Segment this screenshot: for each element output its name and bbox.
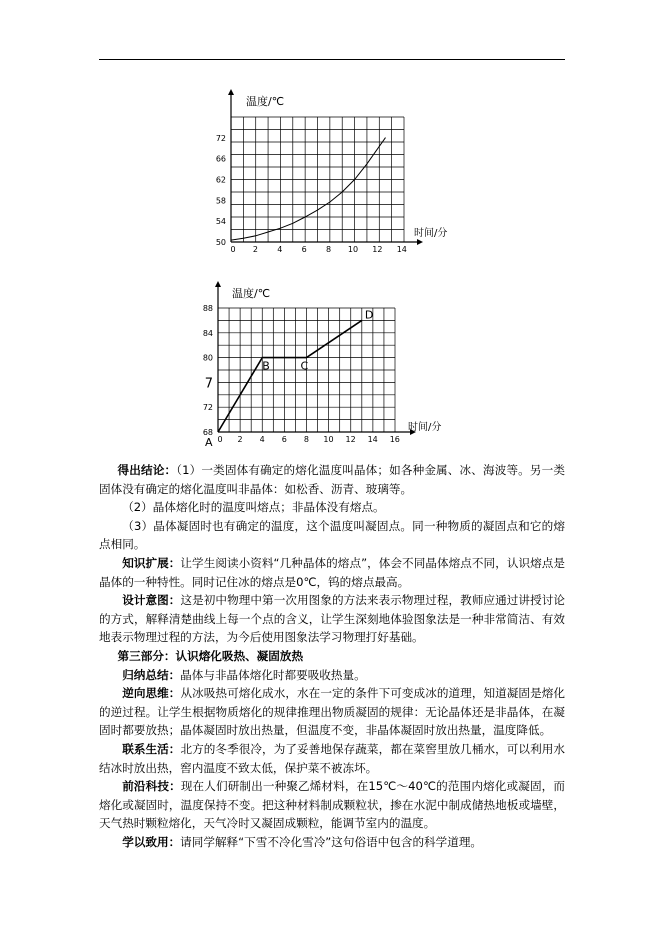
chart1-grid: [231, 117, 404, 242]
c2-x-tick-label: 10: [323, 435, 334, 444]
c2-point-label: D: [364, 308, 374, 322]
design-intent: 设计意图：这是初中物理中第一次用图象的方法来表示物理过程，教师应通过讲授讨论的方式，解释清楚曲线上每一个点的含义，让学生深刻地体验图象法是一种非常简洁、有效地表示物理过程的方法，为今后使用图象法学习物理打好基础。: [99, 593, 565, 645]
c1-y-tick-label: 62: [215, 175, 226, 185]
chart2-y-label: 温度/℃: [232, 287, 271, 300]
c2-x-tick-label: 0: [217, 435, 223, 444]
c2-y-tick-label: 72: [202, 403, 213, 413]
c2-x-tick-label: 2: [237, 435, 243, 444]
c2-y-tick-label: 7: [204, 376, 213, 392]
design-label: 设计意图：: [122, 593, 181, 608]
chart2-x-label: 时间/分: [408, 422, 442, 433]
chart2-curve: [218, 320, 362, 432]
chart2-y-arrow: [215, 281, 221, 287]
c1-x-tick-label: 0: [230, 245, 236, 254]
c2-y-tick-label: 88: [202, 304, 213, 313]
chart2-y-ticks: [203, 304, 213, 437]
c1-y-tick-label: 54: [215, 217, 226, 227]
life-label: 联系生活：: [122, 741, 181, 756]
conclusion-1: 得出结论：（1）一类固体有确定的熔化温度叫晶体；如各种金属、冰、海波等。另一类固体没有确定的熔化温度叫非晶体：如松香、沥青、玻璃等。: [99, 463, 565, 496]
life-connection: 联系生活：北方的冬季很冷，为了妥善地保存蔬菜，都在菜窖里放几桶水，可以利用水结冰时放出热，窖内温度不致太低，保护菜不被冻坏。: [99, 741, 565, 775]
c1-x-tick-label: 14: [396, 245, 407, 254]
c1-x-tick-label: 4: [277, 245, 283, 254]
reverse-thinking: 逆向思维：从冰吸热可熔化成水，水在一定的条件下可变成冰的道理，知道凝固是熔化的逆过程。让学生根据物质熔化的规律推理出物质凝固的规律：无论晶体还是非晶体，在凝固时都要放热；晶体凝固时放出热量，但温度不变，非晶体凝固时放出热量，温度降低。: [99, 686, 565, 738]
c1-x-tick-label: 10: [347, 245, 359, 254]
part-three-heading: 第三部分：认识熔化吸热、凝固放热: [117, 648, 304, 663]
c1-x-tick-label: 12: [372, 245, 383, 254]
extension-label: 知识扩展：: [122, 555, 181, 570]
c2-point-label: C: [300, 359, 309, 373]
c2-point-label: A: [205, 436, 213, 449]
reverse-label: 逆向思维：: [122, 686, 181, 701]
c1-x-tick-label: 8: [326, 245, 332, 254]
c1-y-tick-label: 58: [215, 196, 226, 206]
c1-y-tick-label: 66: [215, 154, 226, 164]
conclusion-2: （2）晶体熔化时的温度叫熔点；非晶体没有熔点。: [122, 500, 385, 515]
c1-x-tick-label: 2: [252, 245, 258, 254]
chart1-y-arrow: [228, 89, 234, 95]
chart1-y-label: 温度/℃: [246, 95, 285, 108]
chart1-y-ticks: [216, 134, 226, 247]
chart1-curve: [231, 138, 386, 241]
chart1-x-ticks: [230, 245, 406, 254]
c2-y-tick-label: 84: [202, 328, 213, 338]
chart-amorphous: [216, 89, 448, 254]
chart-crystal: [203, 281, 442, 449]
c2-x-tick-label: 4: [259, 435, 265, 444]
summary-label: 归纳总结：: [122, 667, 181, 682]
apply-knowledge: 学以致用：请同学解释“下雪不冷化雪冷”这句俗语中包含的科学道理。: [122, 834, 483, 849]
summary: 归纳总结：晶体与非晶体熔化时都要吸收热量。: [122, 667, 366, 682]
c2-y-tick-label: 68: [202, 428, 213, 437]
c2-x-tick-label: 12: [345, 435, 356, 444]
apply-label: 学以致用：: [122, 834, 181, 849]
c1-x-tick-label: 6: [301, 245, 307, 254]
melting-charts: [0, 0, 661, 460]
frontier-tech: 前沿科技：现在人们研制出一种聚乙烯材料，在15℃～40℃的范围内熔化或凝固，而熔化或凝固时，温度保持不变。把这种材料制成颗粒状，掺在水泥中制成储热地板或墙壁，天气热时颗粒熔化，天气冷时又凝固成颗粒，能调节室内的温度。: [99, 779, 565, 831]
c2-x-tick-label: 8: [303, 435, 309, 444]
conclusion-label: 得出结论：: [117, 463, 177, 477]
c2-x-tick-label: 14: [367, 435, 378, 444]
chart1-x-arrow: [417, 239, 423, 245]
c2-x-tick-label: 16: [389, 435, 400, 444]
c1-y-tick-label: 72: [215, 133, 226, 143]
knowledge-extension: 知识扩展：让学生阅读小资料“几种晶体的熔点”，体会不同晶体熔点不同，认识熔点是晶体的一种特性。同时记住冰的熔点是0℃，钨的熔点最高。: [99, 555, 565, 589]
conclusion-3: （3）晶体凝固时也有确定的温度，这个温度叫凝固点。同一种物质的凝固点和它的熔点相同。: [99, 518, 565, 552]
c2-y-tick-label: 80: [202, 353, 213, 363]
chart2-x-ticks: [217, 435, 399, 444]
c1-y-tick-label: 50: [215, 238, 226, 247]
document-body: [99, 461, 565, 851]
c2-point-label: B: [262, 359, 270, 373]
chart1-x-label: 时间/分: [414, 228, 448, 239]
tech-label: 前沿科技：: [122, 779, 181, 794]
c2-x-tick-label: 6: [281, 435, 287, 444]
